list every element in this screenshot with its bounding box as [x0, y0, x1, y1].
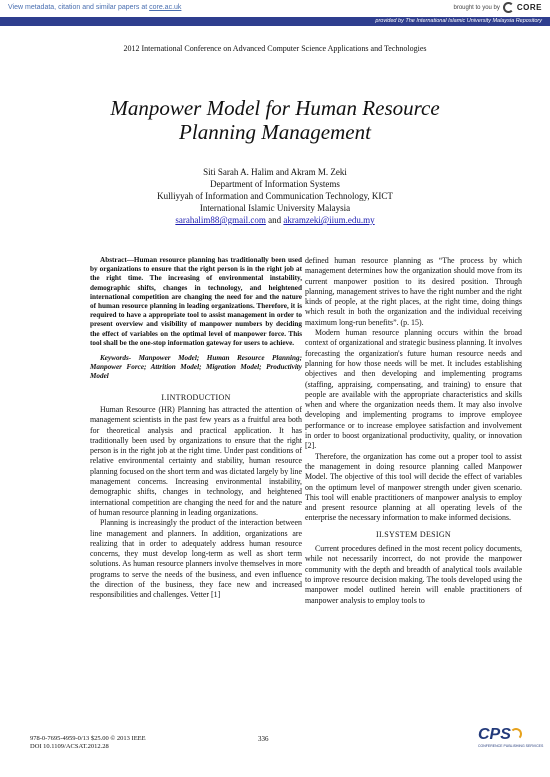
- provided-by-text: provided by The International Islamic University Malaysia Repository: [375, 18, 542, 24]
- right-column: [305, 256, 522, 606]
- author-faculty: Kulliyyah of Information and Communication Technology, KICT: [157, 191, 393, 201]
- core-top-bar: [0, 0, 550, 17]
- left-column: [90, 256, 302, 601]
- paper-title-line-2: Planning Management: [179, 120, 371, 144]
- brought-to-you-text: brought to you by: [453, 4, 500, 11]
- paper-title: [60, 96, 490, 144]
- footer-copyright: [30, 735, 146, 751]
- conference-name: 2012 International Conference on Advanced Computer Science Applications and Technologies: [123, 44, 427, 53]
- cps-swoosh-icon: [510, 728, 522, 740]
- right-paragraph-2: Modern human resource planning occurs within the broad context of organizational and strategic business planning. It involves forecasting the organization's future human resource needs and planning for how those needs will be met. It includes establishing objectives and then developing and implementing programs (staffing, appraising, compensating, and training) to ensure that people are available with the appropriate characteristics and skills when and where the organization needs them. It may also involve developing and implementing programs to improve employee performance or to increase employee satisfaction and involvement in order to boost organizational productivity, quality, or innovation [2].: [305, 328, 522, 451]
- footer-isbn: 978-0-7695-4959-0/13 $25.00 © 2013 IEEE: [30, 735, 146, 742]
- core-branding[interactable]: [454, 2, 543, 13]
- system-design-paragraph: Current procedures defined in the most recent policy documents, while not necessarily incorrect, do not provide the manpower community with the depth and breadth of analytical tools available to improve resource decision making. The tools developed using the manpower model outlined herein will enable practitioners of manpower analysis to employ tools to: [305, 544, 522, 605]
- paper-title-line-1: Manpower Model for Human Resource: [110, 96, 440, 120]
- email-link-2[interactable]: akramzeki@iium.edu.my: [283, 215, 375, 225]
- core-logo-icon: [503, 2, 514, 13]
- intro-paragraph-1: Human Resource (HR) Planning has attracted the attention of management scientists in the past few years as a fruitful area both for theoretical analysis and practical application. It has traditionally been used by organizations to ensure that the right person is in the right job at the right time. Under past conditions of relative environmental certainty and stability, human resource planning focused on the short term and was dictated largely by line management concerns. Increasing environmental instability, demographic shifts, changes in technology, and heightened international competition are changing the need for and the nature of human resource planning in leading organizations.: [90, 404, 302, 517]
- page-number: 336: [258, 735, 269, 743]
- core-link[interactable]: core.ac.uk: [149, 4, 182, 11]
- section-heading-system-design: II.SYSTEM DESIGN: [375, 529, 452, 539]
- cps-logo-text: CPS: [478, 726, 511, 743]
- author-university: International Islamic University Malaysia: [199, 203, 351, 213]
- provided-by-bar[interactable]: [0, 17, 550, 26]
- email-separator: and: [265, 215, 284, 225]
- section-heading-introduction: I.INTRODUCTION: [161, 392, 231, 402]
- intro-paragraph-2: Planning is increasingly the product of the interaction between line management and planners. In addition, organizations are realizing that in order to adequately address human resource concerns, they must develop long-term as well as short term solutions. As human resource planners involve themselves in more programs to serve the needs of the business, and even influence the direction of the business, they face new and increased responsibilities and challenges. Vetter [1]: [90, 518, 302, 600]
- right-paragraph-1: defined human resource planning as “The process by which management determines how the organization should move from its current manpower position to its desired position. Through planning, management strives to have the right number and the right kinds of people, at the right places, at the right time, doing things which result in both the organization and the individual receiving maximum long-run benefits”. (p. 15).: [305, 256, 522, 327]
- author-names: Siti Sarah A. Halim and Akram M. Zeki: [203, 167, 347, 177]
- right-paragraph-3: Therefore, the organization has come out a proper tool to assist the management in doing resource planning called Manpower Model. The objective of this tool will decide the effect of variables on the optimum level of manpower strength under given scenario. This tool will enable practitioners of manpower analysis to employ and present resource planning at all operating levels of the enterprise the necessary information to make informed decisions.: [305, 451, 522, 523]
- view-metadata-text: View metadata, citation and similar papers at: [8, 4, 150, 11]
- abstract: Abstract—Human resource planning has traditionally been used by organizations to ensure that the right person is in the right job at the right time. The increasing of environmental instability, demographic shifts, changes in technology, and heightened international competition are changing the need for and the nature of human resource planning in leading organizations. Therefore, it is required to have a appropriate tool to assist management in order to present overview and visibility of manpower numbers by deciding the effect of variables on the optimal level of manpower force. This tool shall be the one-stop information gateway for users to achieve.: [90, 256, 302, 347]
- author-emails: [0, 214, 550, 226]
- author-block: [0, 166, 550, 226]
- cps-logo: [478, 726, 544, 752]
- core-logo-text: CORE: [516, 3, 542, 12]
- footer-doi: DOI 10.1109/ACSAT.2012.28: [30, 743, 109, 750]
- email-link-1[interactable]: sarahalim88@gmail.com: [175, 215, 266, 225]
- author-department: Department of Information Systems: [210, 179, 340, 189]
- core-view-metadata: [8, 4, 181, 11]
- cps-logo-subtitle: CONFERENCE PUBLISHING SERVICES: [478, 744, 544, 748]
- keywords: Keywords- Manpower Model; Human Resource Planning; Manpower Force; Attrition Model; Migration Model; Productivity Model: [90, 354, 302, 381]
